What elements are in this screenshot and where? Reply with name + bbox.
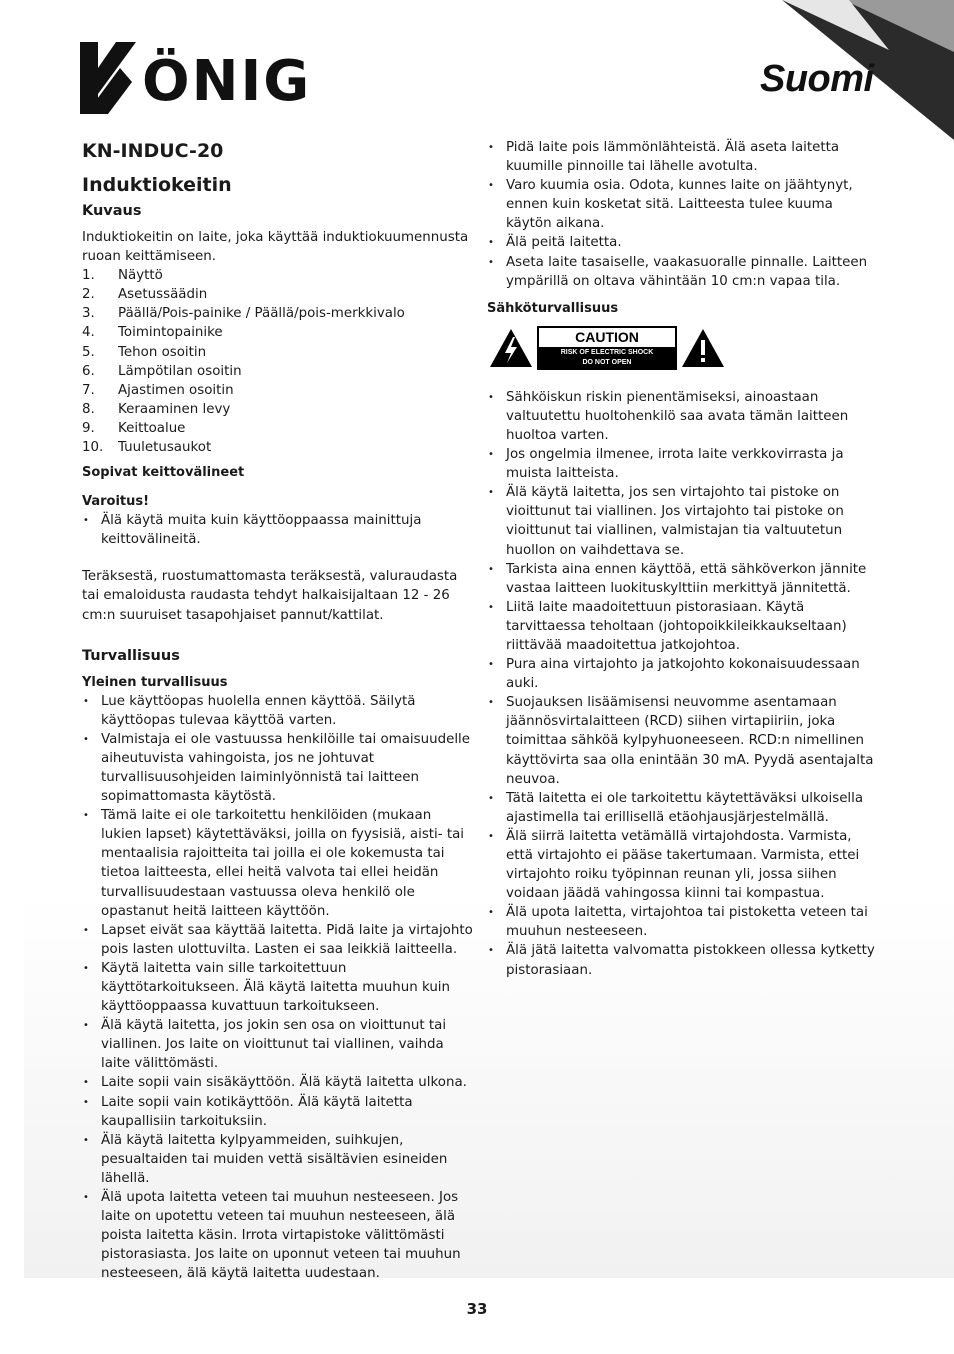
list-item: • Jos ongelmia ilmenee, irrota laite verkkovirrasta ja muista laitteista. [487,445,879,483]
list-item: • Varo kuumia osia. Odota, kunnes laite on jäähtynyt, ennen kuin kosketat sitä. Laitteesta tulee kuuma käytön aikana. [487,176,879,233]
warning-heading: Varoitus! [82,494,150,510]
caution-subtitle-1: RISK OF ELECTRIC SHOCK [560,348,654,356]
list-item: • Pidä laite pois lämmönlähteistä. Älä aseta laitetta kuumille pinnoille tai lähelle avotulta. [487,138,879,176]
list-item: • Liitä laite maadoitettuun pistorasiaan. Käytä tarvittaessa teholtaan (johtopoikkileikkaukseltaan) riittävää maadoitettua jatkojohtoa. [487,598,879,655]
list-item: 9. Keittoalue [82,420,186,436]
electric-shock-warning-icon [489,328,533,368]
description-heading: Kuvaus [82,203,142,219]
exclamation-warning-icon [681,328,725,368]
list-item: • Älä siirrä laitetta vetämällä virtajohdosta. Varmista, että virtajohto ei pääse takertumaan. Varmista, ettei virtajohto roiku työpinnan reunan yli, jossa siihen voidaan jäädä vahingossa kiinni tai kompastua. [487,827,879,903]
list-item: • Älä käytä laitetta kylpyammeiden, suihkujen, pesualtaiden tai muiden vettä sisältävien esineiden lähellä. [82,1131,474,1188]
description-intro: Induktiokeitin on laite, joka käyttää induktiokuumennusta ruoan keittämiseen. [82,230,469,265]
product-title: Induktiokeitin [82,174,232,196]
list-item: • Käytä laitetta vain sille tarkoitettuun käyttötarkoitukseen. Älä käytä laitetta muuhun kuin käyttöoppaassa kuvattuun tarkoitukseen. [82,959,474,1016]
list-item: 1. Näyttö [82,268,163,284]
list-item: • Älä käytä muita kuin käyttöoppaassa mainittuja keittovälineitä. [82,511,474,549]
general-safety-heading: Yleinen turvallisuus [82,674,228,690]
list-item: • Laite sopii vain kotikäyttöön. Älä käytä laitetta kaupallisiin tarkoituksiin. [82,1093,474,1131]
list-item: 6. Lämpötilan osoitin [82,363,242,379]
list-item: • Älä upota laitetta, virtajohtoa tai pistoketta veteen tai muuhun nesteeseen. [487,903,879,941]
caution-subtitle-2: DO NOT OPEN [582,358,632,366]
right-column [487,138,879,980]
general-safety-list [82,692,474,1284]
list-item: 3. Päällä/Pois-painike / Päällä/pois-merkkivalo [82,306,405,322]
logo-wordmark: ÖNIG [142,49,312,114]
model-number: KN-INDUC-20 [82,140,224,162]
parts-list [82,266,474,457]
list-item: • Valmistaja ei ole vastuussa henkilöille tai omaisuudelle aiheutuvista vahingoista, jos ne johtuvat turvallisuusohjeiden laiminlyönnistä tai laitteen sopimattomasta käytöstä. [82,730,474,806]
list-item: • Laite sopii vain sisäkäyttöön. Älä käytä laitetta ulkona. [82,1073,474,1092]
caution-label [489,326,879,370]
electrical-safety-heading: Sähköturvallisuus [487,300,619,316]
caution-title: CAUTION [539,328,675,347]
list-item: • Sähköiskun riskin pienentämiseksi, ainoastaan valtuutettu huoltohenkilö saa avata tämän laitteen huoltoa varten. [487,388,879,445]
list-item: • Pura aina virtajohto ja jatkojohto kokonaisuudessaan auki. [487,655,879,693]
list-item: • Aseta laite tasaiselle, vaakasuoralle pinnalle. Laitteen ympärillä on oltava vähintään 10 cm:n vapaa tila. [487,253,879,291]
list-item: 8. Keraaminen levy [82,401,231,417]
list-item: 10. Tuuletusaukot [82,440,212,456]
general-safety-list-continued [487,138,879,291]
caution-box [537,326,677,370]
list-item: • Lapset eivät saa käyttää laitetta. Pidä laite ja virtajohto pois lasten ulottuvilta. Lasten ei saa leikkiä laitteella. [82,921,474,959]
list-item: • Tätä laitetta ei ole tarkoitettu käytettäväksi ulkoisella ajastimella tai erillisellä etäohjausjärjestelmällä. [487,789,879,827]
cookware-text: Teräksestä, ruostumattomasta teräksestä, valuraudasta tai emaloidusta raudasta tehdyt halkaisijaltaan 12 - 26 cm:n suuruiset tasapohjaiset pannut/kattilat. [82,569,458,623]
safety-heading: Turvallisuus [82,647,180,664]
list-item: 7. Ajastimen osoitin [82,382,234,398]
list-item: 2. Asetussäädin [82,287,208,303]
konig-logo [80,42,335,114]
list-item: • Suojauksen lisäämisensi neuvomme asentamaan jäännösvirtalaitteen (RCD) siihen virtapiiriin, joka toimittaa sähköä kylpyhuoneeseen. RCD:n nimellinen käyttövirta saa olla enintään 30 mA. Pyydä asentajalta neuvoa. [487,693,879,788]
list-item: • Älä upota laitetta veteen tai muuhun nesteeseen. Jos laite on upotettu veteen tai muuhun nesteeseen, älä poista laitetta käsin. Irrota virtapistoke välittömästi pistorasiasta. Jos laite on uponnut veteen tai muuhun nesteeseen, älä käytä laitetta uudestaan. [82,1188,474,1283]
list-item: • Älä käytä laitetta, jos jokin sen osa on vioittunut tai viallinen. Jos laite on vioittunut tai viallinen, vaihda laite välittömästi. [82,1016,474,1073]
list-item: • Älä peitä laitetta. [487,233,879,252]
cookware-heading: Sopivat keittovälineet [82,465,245,481]
list-item: 4. Toimintopainike [82,325,223,341]
page-number: 33 [466,1300,488,1318]
list-item: • Älä jätä laitetta valvomatta pistokkeen ollessa kytketty pistorasiaan. [487,941,879,979]
warning-list [82,511,474,549]
list-item: • Älä käytä laitetta, jos sen virtajohto tai pistoke on vioittunut tai viallinen. Jos virtajohto tai pistoke on vioittunut tai viallinen, valmistajan tia valtuutetun huollon on vaihdettava se. [487,483,879,559]
electrical-safety-list [487,388,879,980]
list-item: • Lue käyttöopas huolella ennen käyttöä. Säilytä käyttöopas tulevaa käyttöä varten. [82,692,474,730]
list-item: • Tarkista aina ennen käyttöä, että sähköverkon jännite vastaa laitteen luokituskylttiin merkittyä jännitettä. [487,560,879,598]
left-column [82,138,474,1284]
language-label: Suomi [760,58,874,100]
list-item: 5. Tehon osoitin [82,344,207,360]
list-item: • Tämä laite ei ole tarkoitettu henkilöiden (mukaan lukien lapset) käytettäväksi, joilla on fyysisiä, aisti- tai mentaalisia rajoitteita tai joilla ei ole kokemusta tai tietoa laitteesta, ellei heitä valvota tai ellei heidän turvallisuudestaan vastuussa oleva henkilö ole opastanut heitä laitteen käyttöön. [82,806,474,921]
